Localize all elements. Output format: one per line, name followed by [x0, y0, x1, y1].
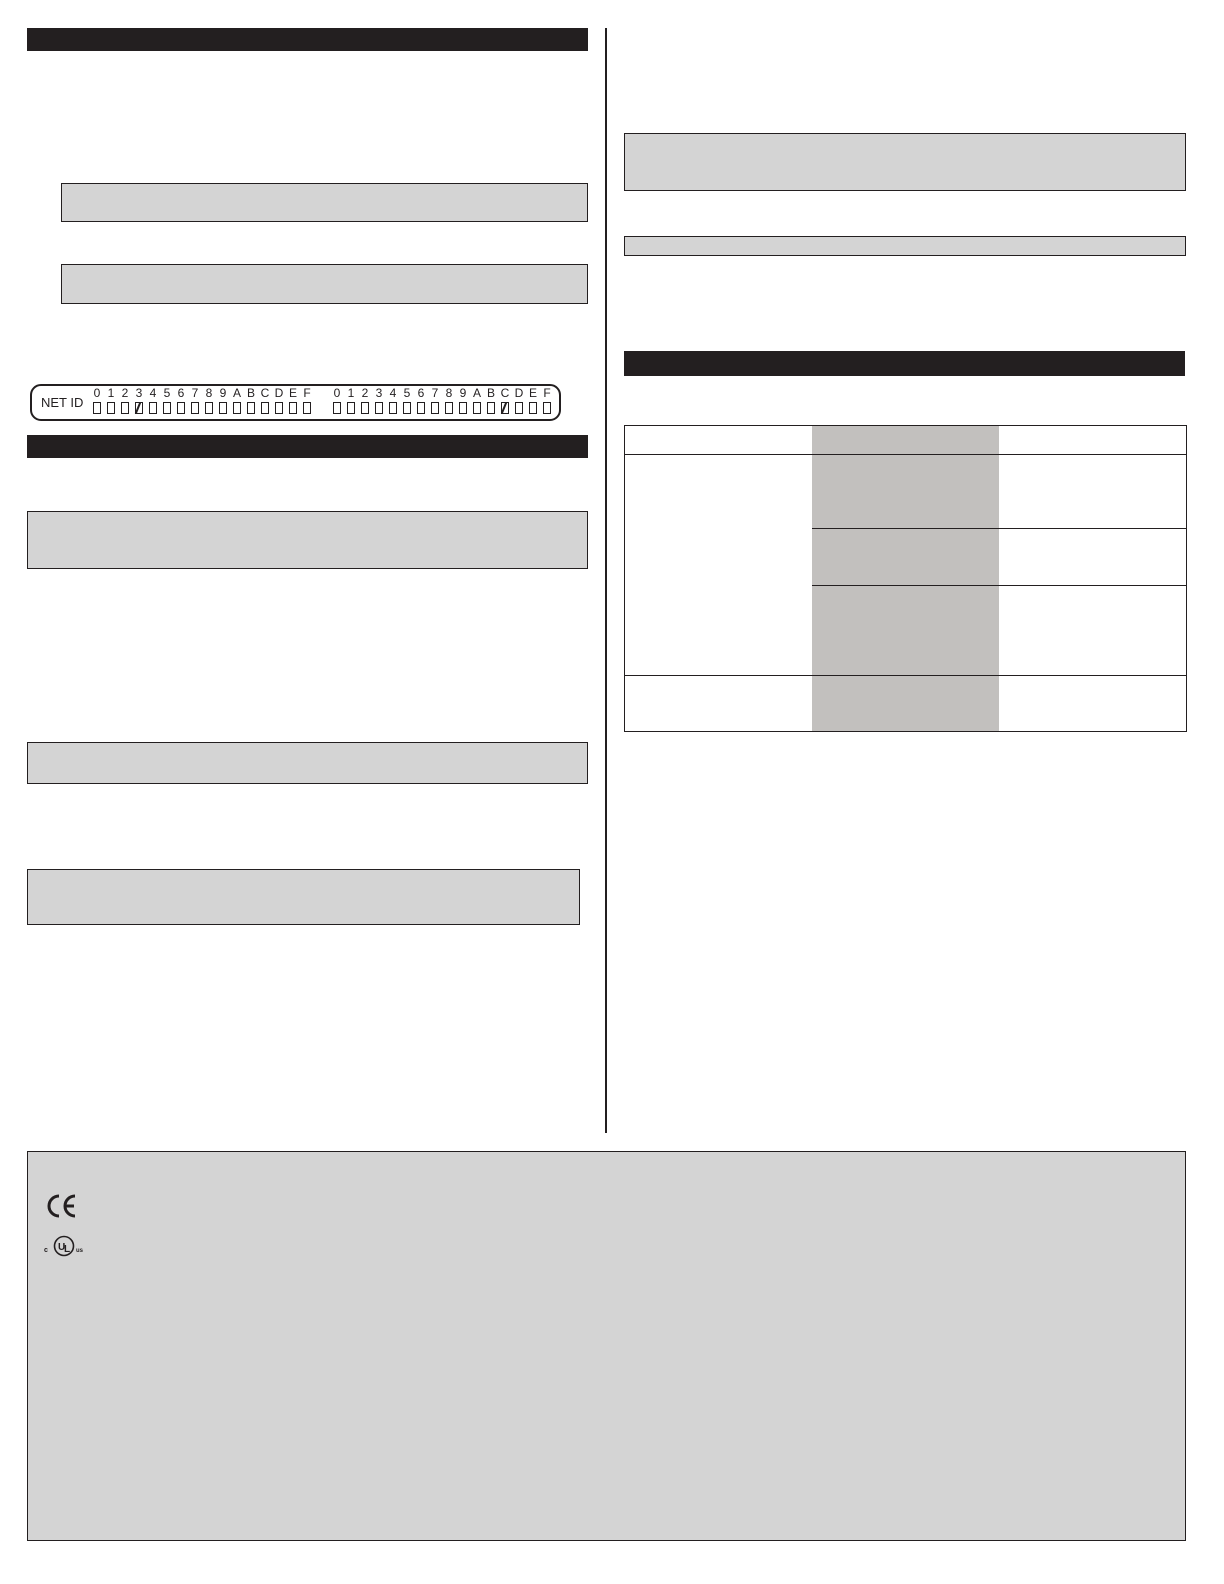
switch-position [515, 402, 523, 414]
note-box-3 [27, 511, 588, 569]
switch-digit: C [500, 386, 510, 400]
table-shaded-column [812, 426, 999, 731]
switch-position [219, 402, 227, 414]
spec-table [624, 425, 1187, 732]
switch-position [459, 402, 467, 414]
switch-position-selected [135, 402, 143, 414]
switch-digit: 2 [361, 386, 369, 400]
section-header-bar-3 [624, 351, 1185, 376]
switch-position [205, 402, 213, 414]
switch-digit: A [232, 386, 241, 400]
switch-digit: E [288, 386, 297, 400]
switch-box-row [90, 402, 314, 414]
switch-position [163, 402, 171, 414]
switch-position [375, 402, 383, 414]
switch-position [177, 402, 185, 414]
switch-digit: 5 [403, 386, 411, 400]
switch-digit: 4 [149, 386, 157, 400]
svg-text:c: c [44, 1247, 48, 1254]
switch-digit-row [90, 387, 314, 400]
note-box-7 [624, 236, 1186, 256]
switch-position [261, 402, 269, 414]
ul-listed-icon [44, 1235, 90, 1257]
switch-digit: 1 [107, 386, 115, 400]
column-divider [605, 28, 607, 1133]
note-box-6 [624, 133, 1186, 191]
svg-text:us: us [76, 1248, 84, 1254]
table-row-divider [625, 675, 1186, 676]
note-box-2 [61, 264, 588, 304]
switch-position [191, 402, 199, 414]
table-row-divider [812, 528, 1186, 529]
switch-position [347, 402, 355, 414]
note-box-4 [27, 742, 588, 784]
switch-digit-row [330, 387, 554, 400]
compliance-box [27, 1151, 1186, 1541]
switch-position [107, 402, 115, 414]
switch-digit: 6 [417, 386, 425, 400]
switch-digit: 6 [177, 386, 185, 400]
switch-digit: D [514, 386, 524, 400]
switch-position [417, 402, 425, 414]
svg-text:L: L [64, 1244, 71, 1255]
note-box-1 [61, 183, 588, 222]
switch-position-selected [501, 402, 509, 414]
switch-digit: C [260, 386, 270, 400]
switch-digit: 9 [459, 386, 467, 400]
switch-group-2 [330, 387, 554, 414]
switch-digit: 0 [333, 386, 341, 400]
table-row-divider [625, 454, 1186, 455]
switch-position [403, 402, 411, 414]
switch-position [233, 402, 241, 414]
switch-position [361, 402, 369, 414]
switch-digit: 9 [219, 386, 227, 400]
switch-digit: D [274, 386, 284, 400]
section-header-bar-2 [27, 435, 588, 458]
svg-text:U: U [58, 1242, 66, 1253]
switch-digit: 3 [135, 386, 143, 400]
switch-position [121, 402, 129, 414]
switch-digit: B [246, 386, 255, 400]
switch-digit: B [486, 386, 495, 400]
switch-position [303, 402, 311, 414]
switch-position [487, 402, 495, 414]
switch-position [473, 402, 481, 414]
switch-position [431, 402, 439, 414]
switch-position [149, 402, 157, 414]
switch-digit: 0 [93, 386, 101, 400]
net-id-switch-strip [30, 384, 561, 421]
switch-position [275, 402, 283, 414]
switch-digit: F [303, 386, 311, 400]
switch-digit: 4 [389, 386, 397, 400]
switch-position [445, 402, 453, 414]
section-header-bar-1 [27, 28, 588, 51]
switch-digit: A [472, 386, 481, 400]
switch-box-row [330, 402, 554, 414]
switch-digit: 8 [445, 386, 453, 400]
switch-position [289, 402, 297, 414]
switch-position [333, 402, 341, 414]
switch-digit: 5 [163, 386, 171, 400]
note-box-5 [27, 869, 580, 925]
switch-digit: 7 [431, 386, 439, 400]
switch-position [529, 402, 537, 414]
net-id-label: NET ID [41, 395, 84, 410]
switch-position [543, 402, 551, 414]
switch-digit: 1 [347, 386, 355, 400]
switch-digit: 3 [375, 386, 383, 400]
switch-position [93, 402, 101, 414]
switch-digit: E [528, 386, 537, 400]
switch-digit: F [543, 386, 551, 400]
ce-mark-icon [45, 1192, 79, 1220]
switch-position [389, 402, 397, 414]
switch-position [247, 402, 255, 414]
switch-digit: 7 [191, 386, 199, 400]
switch-group-1 [90, 387, 314, 414]
switch-digit: 2 [121, 386, 129, 400]
switch-digit: 8 [205, 386, 213, 400]
table-row-divider [812, 585, 1186, 586]
